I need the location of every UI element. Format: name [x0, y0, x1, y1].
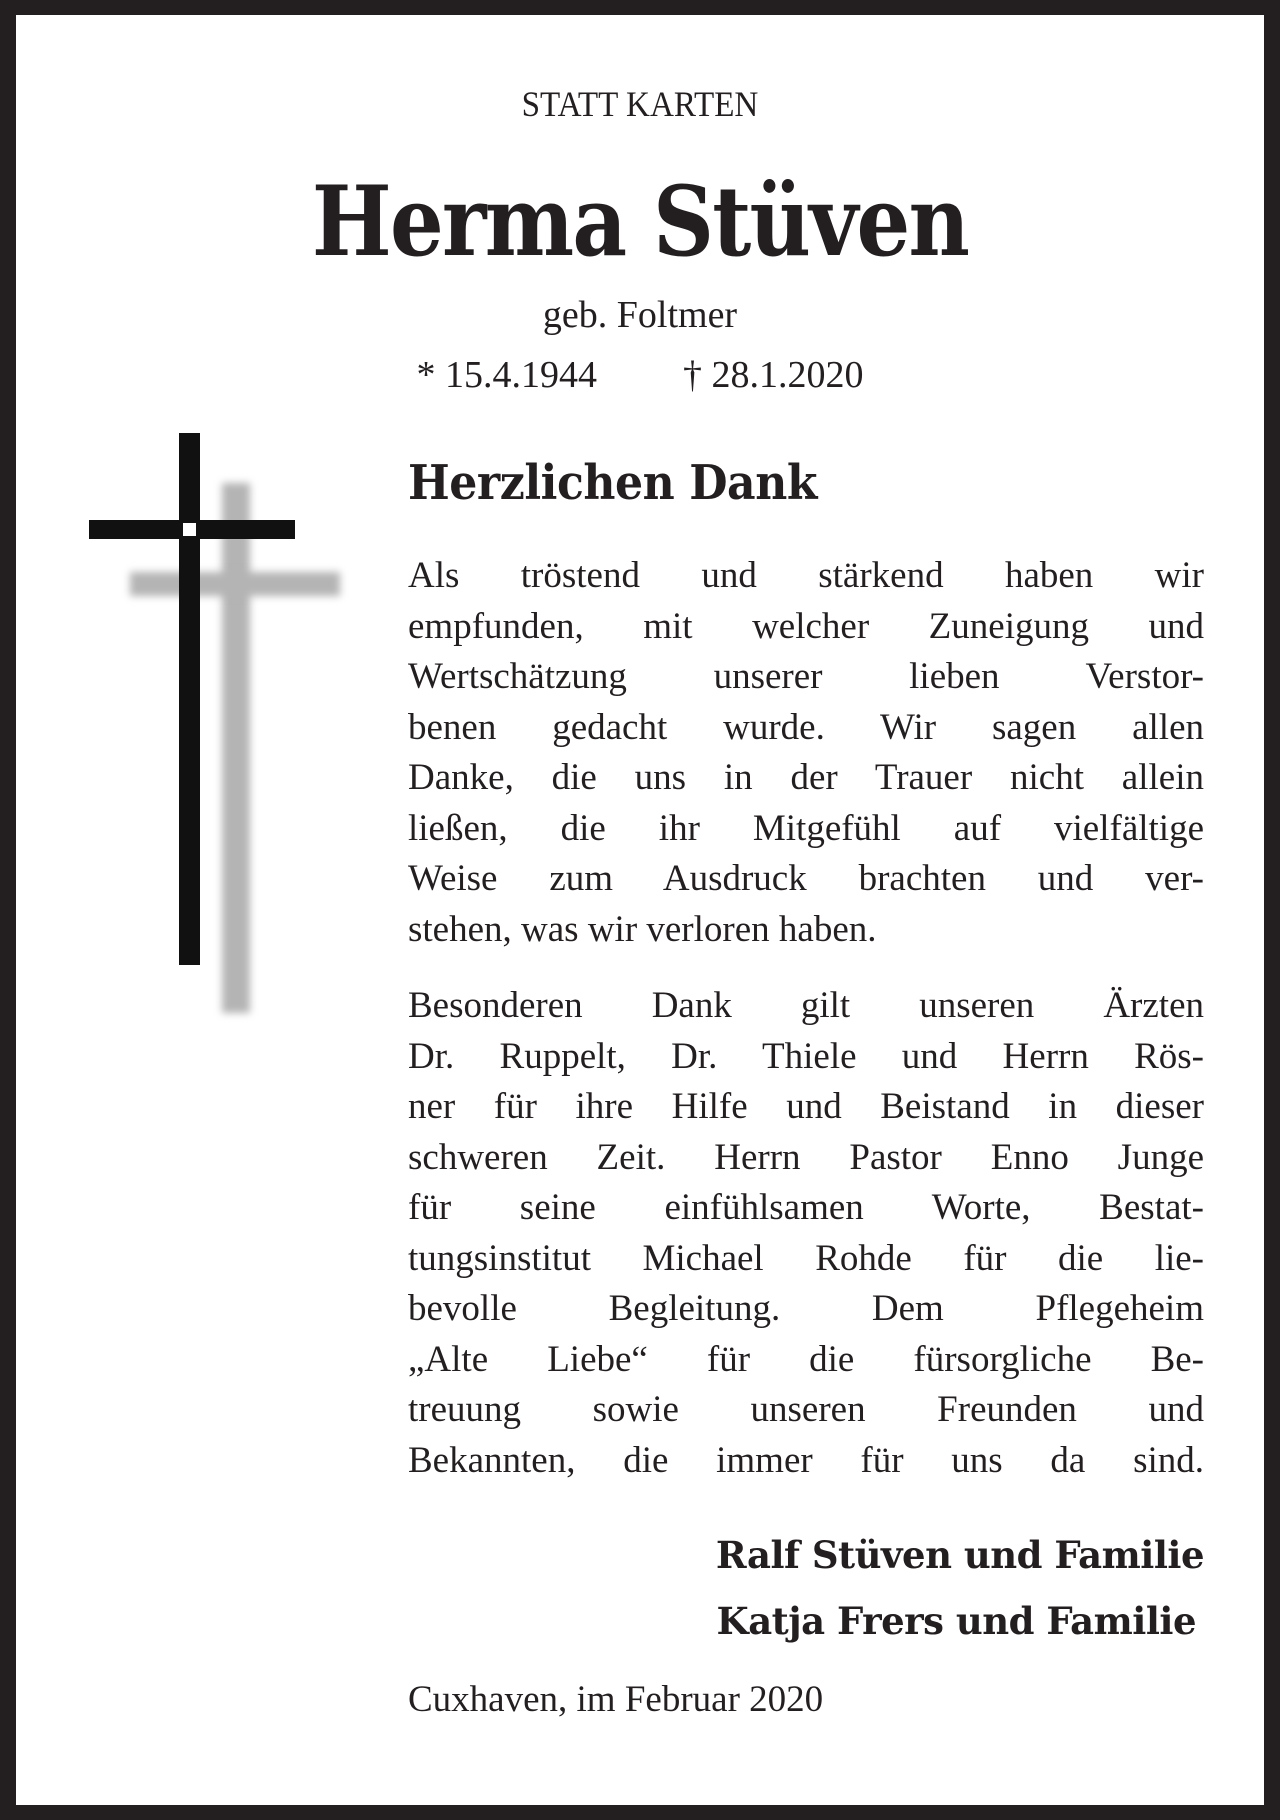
text-line: „Alte Liebe“ für die fürsorgliche Be-: [408, 1338, 1204, 1380]
text-line: Besonderen Dank gilt unseren Ärzten: [408, 985, 1204, 1026]
signers: [408, 1522, 1204, 1654]
text-line: Dr. Ruppelt, Dr. Thiele und Herrn Rös-: [408, 1035, 1204, 1077]
birth-date: * 15.4.1944: [416, 354, 597, 396]
death-date: † 28.1.2020: [683, 354, 864, 396]
thanks-paragraph-2: [408, 981, 1204, 1486]
text-line: ner für ihre Hilfe und Beistand in dieser: [408, 1086, 1204, 1127]
obituary-notice: [16, 15, 1264, 1805]
text-line: treuung sowie unseren Freunden und: [408, 1389, 1204, 1430]
life-dates: [16, 353, 1264, 397]
text-line: schweren Zeit. Herrn Pastor Enno Junge: [408, 1136, 1204, 1178]
text-line: Bekannten, die immer für uns da sind.: [408, 1439, 1204, 1481]
signer-1: Ralf Stüven und Familie: [715, 1533, 1204, 1577]
cross-shadow-horizontal: [130, 572, 340, 596]
cross-center-gap: [183, 523, 196, 536]
text-line: tungsinstitut Michael Rohde für die lie-: [408, 1237, 1204, 1279]
text-line: stehen, was wir verloren haben.: [408, 908, 877, 950]
notice-body: [408, 455, 1204, 1721]
thanks-heading: Herzlichen Dank: [408, 455, 817, 511]
place-and-date: Cuxhaven, im Februar 2020: [408, 1679, 824, 1720]
thanks-paragraph-1: [408, 551, 1204, 955]
text-line: bevolle Begleitung. Dem Pflegeheim: [408, 1288, 1204, 1329]
text-line: empfunden, mit welcher Zuneigung und: [408, 605, 1204, 647]
text-line: Danke, die uns in der Trauer nicht allein: [408, 757, 1204, 798]
deceased-name: Herma Stüven: [311, 165, 969, 278]
cross-shadow-vertical: [222, 483, 250, 1013]
text-line: ließen, die ihr Mitgefühl auf vielfältige: [408, 807, 1204, 849]
notice-header: STATT KARTEN: [521, 84, 759, 124]
cross-vertical-bar: [179, 433, 200, 965]
maiden-name: geb. Foltmer: [542, 294, 738, 336]
text-line: für seine einfühlsamen Worte, Bestat-: [408, 1187, 1204, 1228]
text-line: Wertschätzung unserer lieben Verstor-: [408, 656, 1204, 697]
signer-2: Katja Frers und Familie: [716, 1599, 1196, 1643]
text-line: benen gedacht wurde. Wir sagen allen: [408, 706, 1204, 748]
text-line: Als tröstend und stärkend haben wir: [408, 555, 1204, 596]
text-line: Weise zum Ausdruck brachten und ver-: [408, 858, 1204, 899]
